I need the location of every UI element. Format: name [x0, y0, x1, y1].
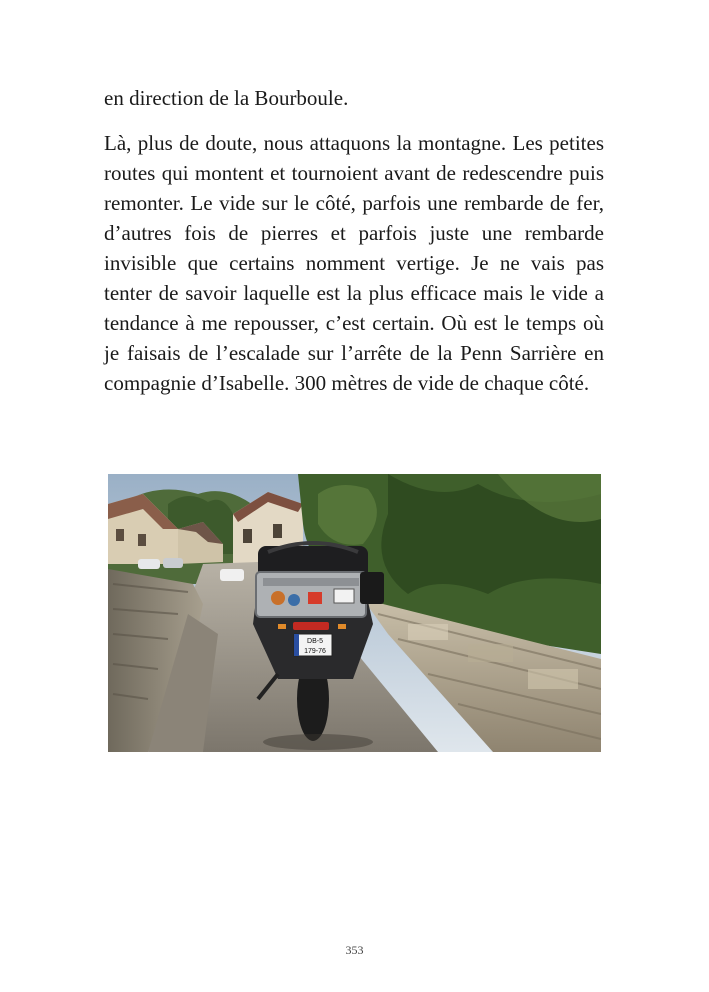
page-number: 353 [345, 943, 364, 957]
motorcycle-photo [108, 474, 601, 752]
plate-line-1: DB-5 [307, 638, 323, 645]
plate-line-2: 179-76 [304, 648, 326, 655]
paragraph-1: en direction de la Bourboule. [104, 86, 349, 110]
paragraph-2: Là, plus de doute, nous attaquons la montagne. Les petites routes qui montent et tournoient avant de redescendre puis remonter. Le vide sur le côté, parfois une rembarde de fer, d’autres fois de pierres et parfois juste une rembarde invisible que certains nomment vertige. Je ne vais pas tenter de savoir laquelle est la plus efficace mais le vide a tendance à me repousser, c’est certain. Où est le temps où je faisais de l’escalade sur l’arrête de la Penn Sarrière en compagnie d’Isabelle. 300 mètres de vide de chaque côté. [104, 131, 604, 395]
